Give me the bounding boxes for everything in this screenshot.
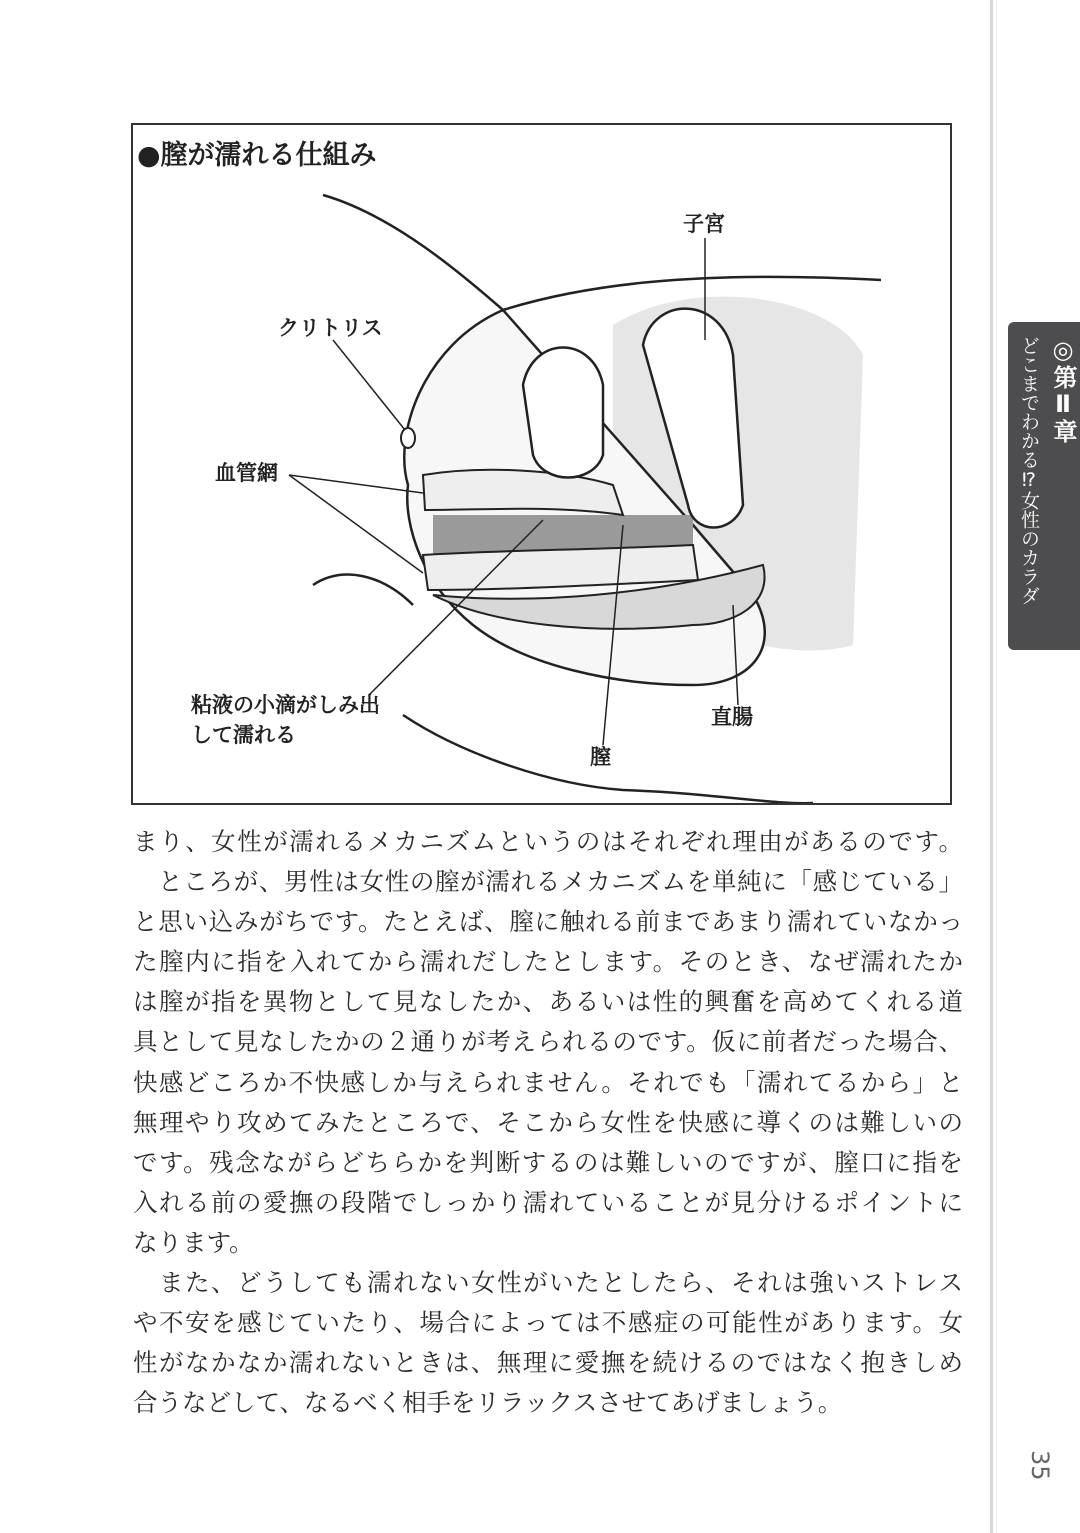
label-mucus-line2: して濡れる: [191, 723, 296, 747]
body-line: なります。: [133, 1227, 254, 1257]
body-line: ところが、男性は女性の膣が濡れるメカニズムを単純に「感じている」: [133, 867, 963, 897]
body-text: [133, 822, 963, 1423]
chapter-title: どこまでわかる⁉女性のカラダ: [1018, 336, 1040, 605]
page-edge-line: [996, 0, 997, 1533]
label-uterus: 子宮: [683, 212, 725, 236]
anatomy-figure: [131, 123, 952, 805]
page-edge: [990, 0, 993, 1533]
body-line: です。残念ながらどちらかを判断するのは難しいのですが、膣口に指を: [133, 1147, 963, 1177]
body-line: 快感どころか不快感しか与えられません。それでも「濡れてるから」と: [133, 1067, 963, 1097]
body-line: は膣が指を異物として見なしたか、あるいは性的興奮を高めてくれる道: [133, 987, 963, 1017]
body-line: や不安を感じていたり、場合によっては不感症の可能性があります。女: [133, 1308, 963, 1338]
label-rectum: 直腸: [711, 705, 753, 729]
body-line: と思い込みがちです。たとえば、膣に触れる前まであまり濡れていなかっ: [133, 907, 963, 937]
label-mucus-line1: 粘液の小滴がしみ出: [191, 693, 380, 717]
body-line: まり、女性が濡れるメカニズムというのはそれぞれ理由があるのです。: [133, 827, 963, 856]
body-line: た膣内に指を入れてから濡れだしたとします。そのとき、なぜ濡れたか: [133, 947, 963, 977]
label-clitoris: クリトリス: [278, 316, 383, 340]
body-line: また、どうしても濡れない女性がいたとしたら、それは強いストレス: [133, 1268, 963, 1298]
figure-title: ●膣が濡れる仕組み: [137, 140, 377, 171]
label-vagina: 膣: [590, 745, 611, 769]
body-line: 無理やり攻めてみたところで、そこから女性を快感に導くのは難しいの: [133, 1107, 963, 1137]
chapter-label: ◎第Ⅱ章: [1049, 336, 1077, 444]
page-number: 35: [1026, 1450, 1054, 1481]
body-line: 性がなかなか濡れないときは、無理に愛撫を続けるのではなく抱きしめ: [133, 1348, 963, 1378]
label-vascular-network: 血管網: [215, 461, 278, 485]
body-line: 具として見なしたかの２通りが考えられるのです。仮に前者だった場合、: [133, 1027, 963, 1057]
body-line: 合うなどして、なるべく相手をリラックスさせてあげましょう。: [133, 1388, 843, 1418]
body-line: 入れる前の愛撫の段階でしっかり濡れていることが見分けるポイントに: [133, 1187, 963, 1217]
